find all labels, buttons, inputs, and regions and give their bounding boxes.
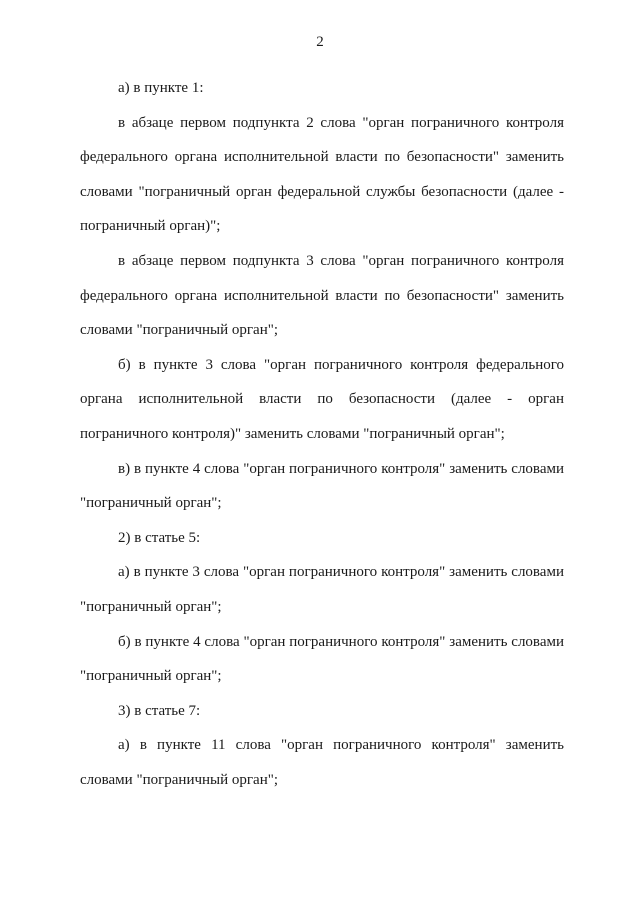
amendment-item-3a: а) в пункте 11 слова "орган пограничного контроля" заменить словами "пограничный орган"; xyxy=(80,737,564,788)
amendment-item-2a: а) в пункте 3 слова "орган пограничного контроля" заменить словами "пограничный орган"; xyxy=(80,564,564,615)
document-body xyxy=(80,71,564,797)
amendment-article-5: 2) в статье 5: xyxy=(118,529,201,546)
amendment-item-1v: в) в пункте 4 слова "орган пограничного контроля" заменить словами "пограничный орган"; xyxy=(80,460,564,512)
page-number: 2 xyxy=(316,34,324,50)
amendment-article-7: 3) в статье 7: xyxy=(118,702,201,719)
amendment-item-1a: а) в пункте 1: xyxy=(118,80,204,96)
amendment-item-1b: б) в пункте 3 слова "орган пограничного контроля федерального органа исполнительной власти по безопасности (далее - орган пограничного контроля)" заменить словами "пограничный орган"; xyxy=(80,356,564,442)
amendment-item-2b: б) в пункте 4 слова "орган пограничного контроля" заменить словами "пограничный орган"; xyxy=(80,633,564,685)
amendment-subparagraph-3: в абзаце первом подпункта 3 слова "орган пограничного контроля федерального органа исполнительной власти по безопасности" заменить словами "пограничный орган"; xyxy=(80,252,564,339)
amendment-subparagraph-2: в абзаце первом подпункта 2 слова "орган пограничного контроля федерального органа исполнительной власти по безопасности" заменить словами "пограничный орган федеральной службы безопасности (далее - пограничный орган)"; xyxy=(80,114,564,235)
